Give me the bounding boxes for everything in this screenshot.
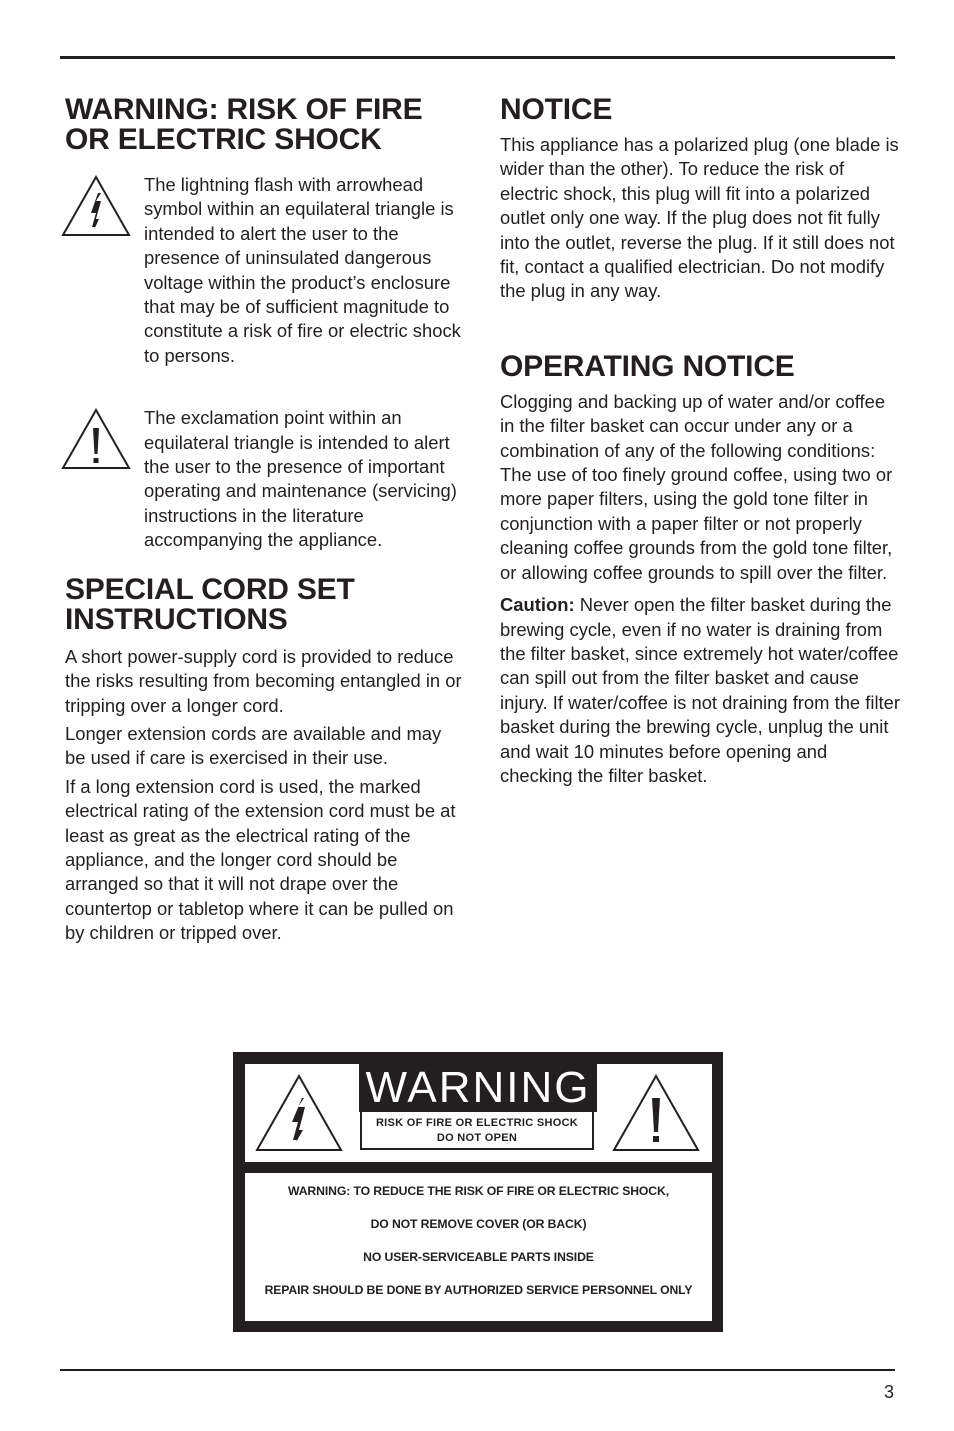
- warning-sub-line-2: DO NOT OPEN: [436, 1132, 518, 1144]
- caution-label: Caution:: [500, 594, 575, 616]
- warning-label-top: [245, 1064, 712, 1162]
- warning-line-2: DO NOT REMOVE COVER (OR BACK): [370, 1217, 587, 1231]
- cord-heading: SPECIAL CORD SET INSTRUCTIONS: [65, 572, 355, 636]
- bottom-rule: [60, 1369, 895, 1371]
- exclamation-triangle-icon: [612, 1074, 700, 1152]
- top-rule: [60, 56, 895, 59]
- left-column: [65, 95, 465, 946]
- operating-notice-text: Clogging and backing up of water and/or coffee in the filter basket can occur under any or a combination of any of the following conditions: The use of too finely ground coffee, using two or more paper filters, using the gold tone filter in conjunction with a paper filter or not properly cleaning coffee grounds from the gold tone filter, or allowing coffee grounds to spill over the filter.: [500, 390, 893, 583]
- exclamation-triangle-icon: [61, 408, 131, 470]
- lightning-symbol-row: [65, 173, 465, 368]
- warning-line-4: REPAIR SHOULD BE DONE BY AUTHORIZED SERVICE PERSONNEL ONLY: [264, 1283, 693, 1297]
- notice-text: This appliance has a polarized plug (one blade is wider than the other). To reduce the risk of electric shock, this plug will fit into a polarized outlet only one way. If the plug does not fit fully into the outlet, reverse the plug. If it still does not fit, contact a qualified electrician. Do not modify the plug in any way.: [500, 134, 899, 302]
- cord-paragraph-3: If a long extension cord is used, the marked electrical rating of the extension cord must be at least as great as the electrical rating of the appliance, and the longer cord should be arranged so that it will not drape over the countertop or tabletop where it can be pulled on by children or tripped over.: [65, 775, 456, 944]
- right-column: [500, 95, 900, 788]
- lightning-triangle-icon: [61, 175, 131, 237]
- cord-paragraph-2: Longer extension cords are available and may be used if care is exercised in their use.: [65, 722, 442, 769]
- notice-heading: NOTICE: [500, 93, 613, 126]
- warning-title: WARNING: [359, 1064, 597, 1112]
- page-number: 3: [883, 1382, 894, 1402]
- lightning-triangle-icon: [255, 1074, 343, 1152]
- warning-subtitle: [360, 1111, 594, 1150]
- warning-label-bottom: [245, 1173, 712, 1321]
- warning-line-1: WARNING: TO REDUCE THE RISK OF FIRE OR ELECTRIC SHOCK,: [288, 1184, 669, 1198]
- warning-label: [233, 1052, 723, 1332]
- lightning-description: The lightning flash with arrowhead symbol within an equilateral triangle is intended to alert the user to the presence of uninsulated dangerous voltage within the product’s enclosure that may be of sufficient magnitude to constitute a risk of fire or electric shock to persons.: [144, 174, 461, 366]
- caution-text: Never open the filter basket during the brewing cycle, even if no water is draining from the filter basket, since extremely hot water/coffee can spill out from the filter basket and cause injury. If water/coffee is not draining from the filter basket during the brewing cycle, unplug the unit and wait 10 minutes before opening and checking the filter basket.: [500, 594, 901, 786]
- warning-sub-line-1: RISK OF FIRE OR ELECTRIC SHOCK: [375, 1117, 579, 1129]
- caution-paragraph: [500, 593, 900, 788]
- exclamation-symbol-row: [65, 406, 465, 552]
- operating-notice-heading: OPERATING NOTICE: [500, 349, 795, 383]
- exclamation-description: The exclamation point within an equilateral triangle is intended to alert the user to the presence of important operating and maintenance (servicing) instructions in the literature accompanying the appliance.: [144, 407, 457, 551]
- cord-paragraph-1: A short power-supply cord is provided to reduce the risks resulting from becoming entangled in or tripping over a longer cord.: [65, 645, 462, 716]
- warning-line-3: NO USER-SERVICEABLE PARTS INSIDE: [363, 1250, 594, 1264]
- warning-heading: WARNING: RISK OF FIRE OR ELECTRIC SHOCK: [65, 93, 423, 156]
